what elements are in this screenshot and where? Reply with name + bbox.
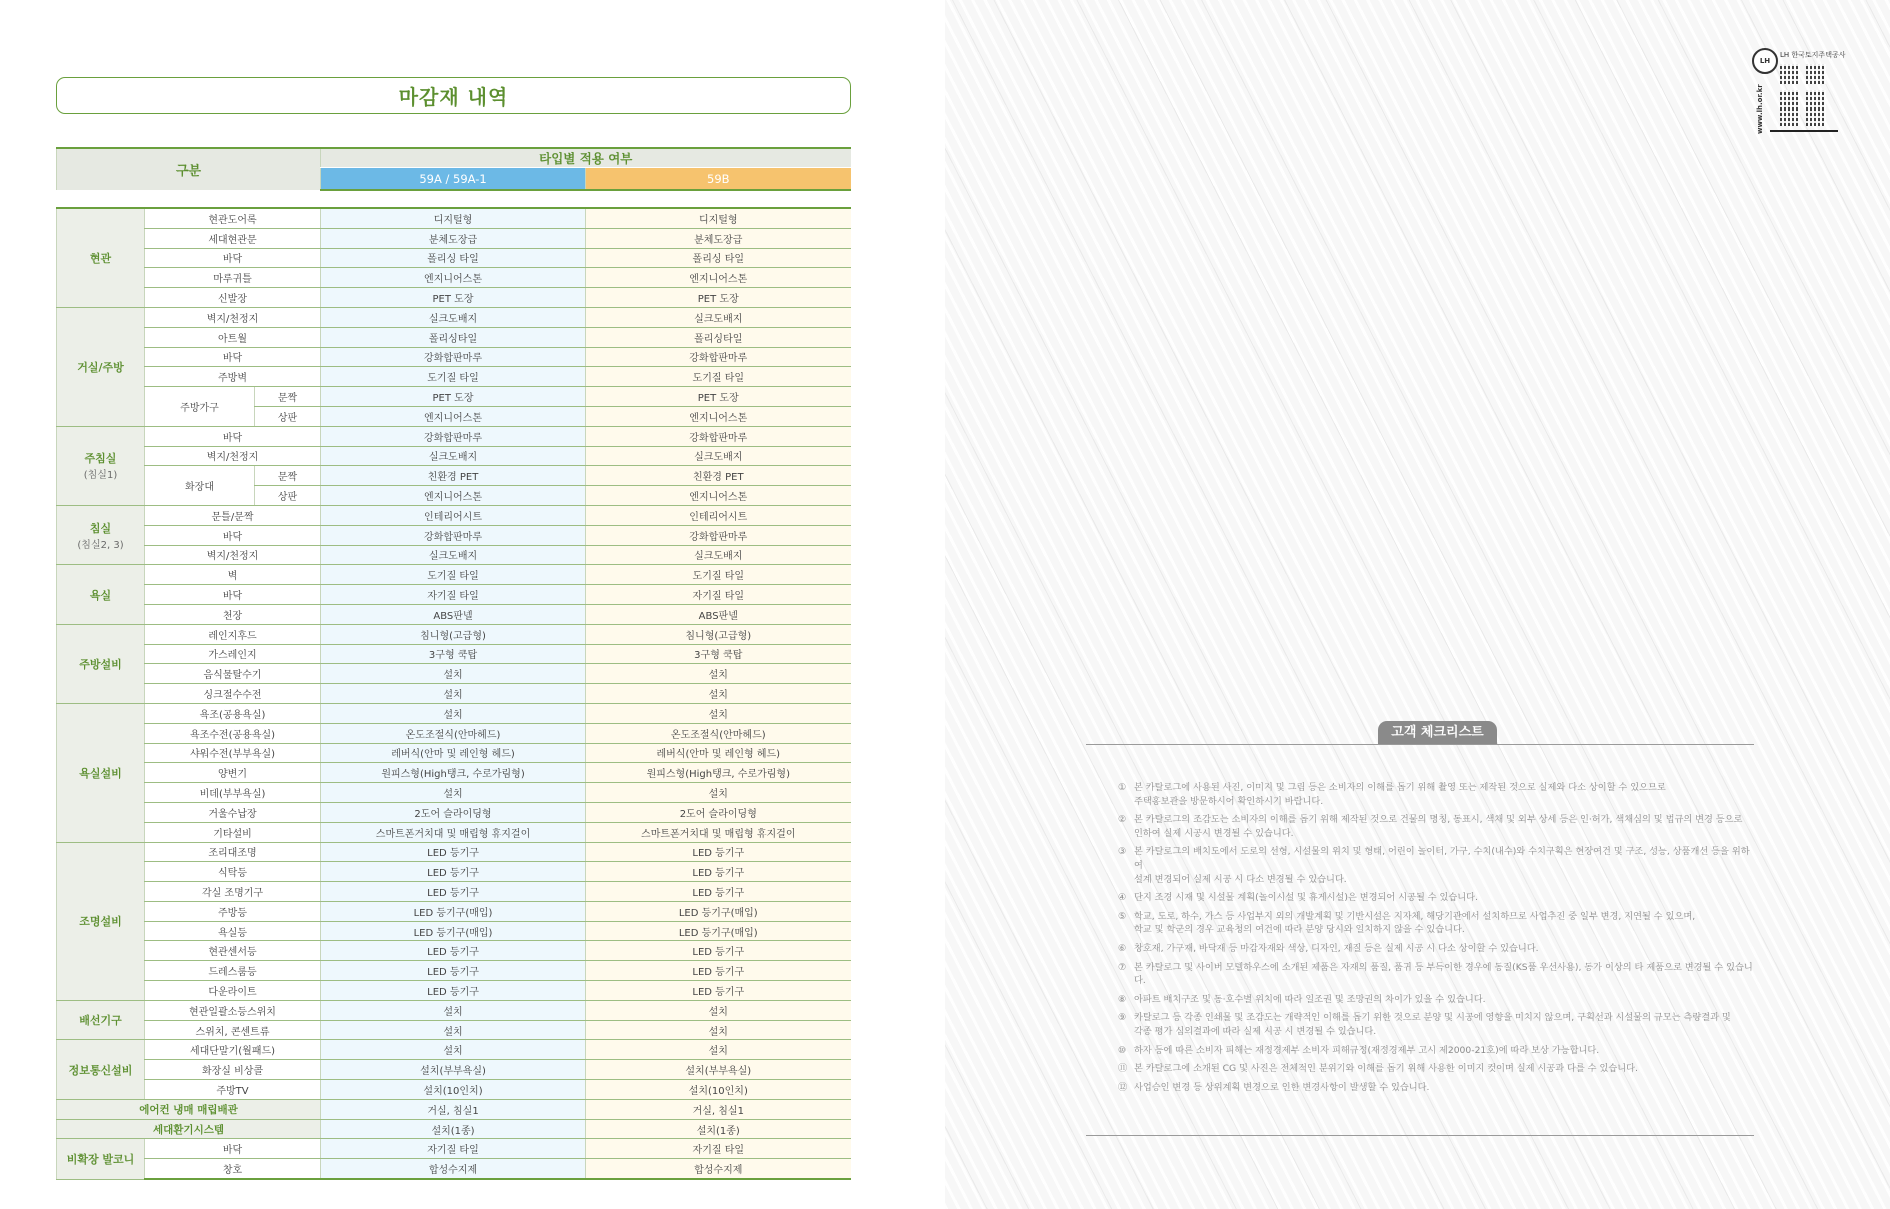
type-a-value: 실크도배지: [321, 307, 586, 327]
type-b-value: 설치: [586, 1020, 851, 1040]
header-type-applied: 타입별 적용 여부: [321, 148, 851, 168]
item-cell: 주방등: [145, 901, 321, 921]
table-row: [57, 545, 851, 565]
item-cell: 아트월: [145, 327, 321, 347]
type-b-value: LED 등기구: [586, 862, 851, 882]
type-b-value: 강화합판마루: [586, 525, 851, 545]
logo-underline: [1770, 130, 1838, 132]
type-b-value: 폴리싱 타일: [586, 248, 851, 268]
checklist-item: [1118, 891, 1758, 905]
table-row: [57, 921, 851, 941]
category-cell: [57, 1000, 145, 1040]
type-b-value: PET 도장: [586, 387, 851, 407]
item-cell: 욕실등: [145, 921, 321, 941]
table-row: [57, 882, 851, 902]
checklist-item: [1118, 1044, 1758, 1058]
type-a-value: PET 도장: [321, 288, 586, 308]
type-b-value: LED 등기구(매입): [586, 901, 851, 921]
table-row: [57, 842, 851, 862]
item-cell: 주방가구: [145, 387, 255, 427]
qr-code-icon: [1780, 110, 1800, 126]
table-row: [57, 961, 851, 981]
table-row: [57, 862, 851, 882]
category-cell: 비확장 발코니: [57, 1139, 145, 1179]
type-a-value: 침니형(고급형): [321, 624, 586, 644]
type-a-value: 스마트폰거치대 및 매립형 휴지걸이: [321, 822, 586, 842]
checklist-item-number: ②: [1118, 814, 1127, 826]
type-a-value: 2도어 슬라이딩형: [321, 802, 586, 822]
checklist-item-number: ⑤: [1118, 910, 1127, 922]
type-b-value: 레버식(안마 및 레인형 헤드): [586, 743, 851, 763]
logo-url: www.lh.or.kr: [1756, 84, 1764, 134]
table-row: [57, 327, 851, 347]
table-row: [57, 1159, 851, 1179]
type-b-value: 친환경 PET: [586, 466, 851, 486]
type-a-value: 인테리어시트: [321, 505, 586, 525]
category-cell: [57, 1040, 145, 1099]
type-b-value: 원피스형(High탱크, 수로가림형): [586, 763, 851, 783]
item-cell: 마루귀틀: [145, 268, 321, 288]
checklist-item-text: 본 카탈로그에 사용된 사진, 이미지 및 그림 등은 소비자의 이해를 돕기 위해 촬영 또는 제작된 것으로 실제와 다소 상이할 수 있으므로 주택홍보관을 방문하시어 확인하시기 바랍니다.: [1134, 782, 1666, 807]
table-row: [57, 426, 851, 446]
type-b-value: 설치(1종): [586, 1119, 851, 1139]
type-b-value: 엔지니어스톤: [586, 486, 851, 506]
category-cell: [57, 208, 145, 307]
type-a-value: 강화합판마루: [321, 525, 586, 545]
type-a-value: LED 등기구: [321, 862, 586, 882]
table-row: [57, 783, 851, 803]
table-row: [57, 802, 851, 822]
category-name: 침실: [89, 521, 112, 535]
type-b-value: LED 등기구: [586, 941, 851, 961]
checklist-item-text: 본 카탈로그의 조감도는 소비자의 이해를 돕기 위해 제작된 것으로 건물의 명칭, 동표시, 색채 및 외부 상세 등은 인·허가, 색채심의 및 법규의 변경 등으로 인하여 실제 시공시 변경될 수 있습니다.: [1134, 814, 1743, 839]
type-a-value: 강화합판마루: [321, 426, 586, 446]
type-a-value: 실크도배지: [321, 446, 586, 466]
checklist-item-number: ⑥: [1118, 942, 1127, 954]
checklist-item-number: ⑦: [1118, 961, 1127, 973]
item-cell: 바닥: [145, 248, 321, 268]
type-a-value: 설치: [321, 684, 586, 704]
type-b-value: 설치: [586, 783, 851, 803]
checklist-item-text: 본 카탈로그의 배치도에서 도로의 선형, 시설물의 위치 및 형태, 어린이 놀이터, 가구, 수치(내수)와 수치구획은 현장여건 및 구조, 성능, 상품개선 등을 위하여 설계 변경되어 실제 시공 시 다소 변경될 수 있습니다.: [1134, 846, 1750, 885]
type-b-value: 폴리싱타일: [586, 327, 851, 347]
finish-materials-table: [56, 147, 851, 1180]
item-cell: 욕조수전(공용욕실): [145, 723, 321, 743]
table-row: [57, 505, 851, 525]
table-row: [57, 208, 851, 228]
item-cell: 세대단말기(월패드): [145, 1040, 321, 1060]
table-row: [57, 1099, 851, 1119]
type-b-value: 도기질 타일: [586, 367, 851, 387]
item-part-cell: 문짝: [255, 466, 321, 486]
header-gap: [57, 190, 851, 208]
qr-code-icon: [1806, 90, 1826, 110]
table-row: [57, 367, 851, 387]
table-row: [57, 763, 851, 783]
qr-code-icon: [1806, 110, 1826, 126]
type-b-value: 설치: [586, 703, 851, 723]
item-cell: 조리대조명: [145, 842, 321, 862]
type-a-value: 자기질 타일: [321, 1139, 586, 1159]
qr-code-icon: [1780, 64, 1800, 84]
table-row: [57, 288, 851, 308]
checklist-item-number: ⑫: [1118, 1081, 1128, 1093]
type-b-value: ABS판넬: [586, 604, 851, 624]
type-a-value: 강화합판마루: [321, 347, 586, 367]
item-cell: 화장대: [145, 466, 255, 506]
item-cell: 가스레인지: [145, 644, 321, 664]
type-a-value: LED 등기구: [321, 941, 586, 961]
type-b-value: 2도어 슬라이딩형: [586, 802, 851, 822]
item-cell: 바닥: [145, 525, 321, 545]
item-cell: 기타설비: [145, 822, 321, 842]
type-a-value: 설치: [321, 783, 586, 803]
checklist-item-number: ⑨: [1118, 1012, 1127, 1024]
category-cell: [57, 624, 145, 703]
type-b-value: 자기질 타일: [586, 585, 851, 605]
checklist-item-number: ⑩: [1118, 1044, 1127, 1056]
item-cell: 주방TV: [145, 1080, 321, 1100]
item-cell: 벽: [145, 565, 321, 585]
type-b-value: 설치(10인치): [586, 1080, 851, 1100]
item-cell: 샤워수전(부부욕실): [145, 743, 321, 763]
table-row: [57, 228, 851, 248]
type-a-value: 거실, 침실1: [321, 1099, 586, 1119]
table-row: [57, 307, 851, 327]
item-cell: 현관도어록: [145, 208, 321, 228]
type-a-value: 레버식(안마 및 레인형 헤드): [321, 743, 586, 763]
type-a-value: 설치: [321, 1000, 586, 1020]
type-a-value: 설치(부부욕실): [321, 1060, 586, 1080]
table-row: [57, 248, 851, 268]
type-b-value: 설치: [586, 684, 851, 704]
lh-logo-group: [1752, 48, 1846, 134]
table-row: [57, 387, 851, 407]
category-cell: [57, 307, 145, 426]
table-row: [57, 604, 851, 624]
checklist-item-text: 카탈로그 등 각종 인쇄물 및 조감도는 개략적인 이해를 돕기 위한 것으로 분양 및 시공에 영향을 미치지 않으며, 구획선과 시설물의 규모는 측량결과 및 각종 평가 심의결과에 따라 실제 시공 시 변경될 수 있습니다.: [1134, 1012, 1731, 1037]
type-b-value: 엔지니어스톤: [586, 268, 851, 288]
checklist-item-text: 아파트 배치구조 및 동·호수별 위치에 따라 일조권 및 조망권의 차이가 있을 수 있습니다.: [1134, 993, 1486, 1005]
item-cell: 현관센서등: [145, 941, 321, 961]
table-row: [57, 347, 851, 367]
checklist-item-text: 사업승인 변경 등 상위계획 변경으로 인한 변경사항이 발생할 수 있습니다.: [1134, 1081, 1430, 1093]
qr-code-icon: [1780, 90, 1800, 110]
checklist-item-text: 본 카탈로그 및 사이버 모델하우스에 소개된 제품은 자재의 품질, 품귀 등 부득이한 경우에 동질(KS품 우선사용), 동가 이상의 타 제품으로 변경될 수 있습니다.: [1134, 961, 1753, 987]
table-row: [57, 565, 851, 585]
checklist-item-number: ①: [1118, 782, 1127, 793]
table-row: [57, 981, 851, 1001]
type-a-value: LED 등기구(매입): [321, 901, 586, 921]
header-category: 구분: [57, 148, 321, 190]
category-name: 조명설비: [79, 915, 122, 929]
category-cell: [57, 703, 145, 842]
checklist-item-text: 하자 등에 따른 소비자 피해는 재정경제부 소비자 피해규정(재정경제부 고시 제2000-21호)에 따라 보상 가능합니다.: [1134, 1044, 1600, 1056]
type-b-value: PET 도장: [586, 288, 851, 308]
item-cell: 바닥: [145, 426, 321, 446]
item-cell: 양변기: [145, 763, 321, 783]
type-a-value: 자기질 타일: [321, 585, 586, 605]
table-row: [57, 1060, 851, 1080]
table-row: [57, 1040, 851, 1060]
category-cell: [57, 565, 145, 624]
type-a-value: LED 등기구(매입): [321, 921, 586, 941]
type-b-value: 분체도장급: [586, 228, 851, 248]
category-subname: (침실1): [83, 470, 118, 482]
checklist-item: [1118, 813, 1758, 840]
item-cell: 벽지/천정지: [145, 307, 321, 327]
type-a-value: 폴리싱타일: [321, 327, 586, 347]
category-name: 주방설비: [79, 657, 122, 671]
table-row: [57, 446, 851, 466]
type-b-value: 실크도배지: [586, 307, 851, 327]
checklist-item-number: ③: [1118, 846, 1127, 858]
table-row: [57, 703, 851, 723]
table-row: [57, 624, 851, 644]
type-a-value: 디지털형: [321, 208, 586, 228]
table-row: [57, 664, 851, 684]
table-row: [57, 822, 851, 842]
type-a-value: 엔지니어스톤: [321, 486, 586, 506]
checklist-item: [1118, 910, 1758, 937]
table-row: [57, 941, 851, 961]
page-title: 마감재 내역: [56, 77, 851, 114]
type-b-value: LED 등기구: [586, 842, 851, 862]
type-b-value: 온도조절식(안마헤드): [586, 723, 851, 743]
type-b-value: 디지털형: [586, 208, 851, 228]
checklist-item-text: 창호재, 가구재, 바닥재 등 마감자재와 색상, 디자인, 재질 등은 실제 시공 시 다소 상이할 수 있습니다.: [1134, 942, 1539, 954]
item-cell: 벽지/천정지: [145, 545, 321, 565]
item-cell: 바닥: [145, 585, 321, 605]
table-row: [57, 466, 851, 486]
item-cell: 드레스룸등: [145, 961, 321, 981]
type-b-value: 인테리어시트: [586, 505, 851, 525]
type-b-value: 강화합판마루: [586, 347, 851, 367]
type-b-value: LED 등기구(매입): [586, 921, 851, 941]
type-a-value: 합성수지제: [321, 1159, 586, 1179]
item-cell: 창호: [145, 1159, 321, 1179]
item-cell: 식탁등: [145, 862, 321, 882]
category-name: 주침실: [84, 452, 117, 466]
wide-row-label: 에어컨 냉매 매립배관: [57, 1099, 321, 1119]
item-cell: 문틀/문짝: [145, 505, 321, 525]
table-row: [57, 1139, 851, 1159]
type-b-value: 침니형(고급형): [586, 624, 851, 644]
item-cell: 주방벽: [145, 367, 321, 387]
type-a-value: 설치(10인치): [321, 1080, 586, 1100]
category-name: 거실/주방: [77, 360, 124, 374]
category-name: 욕실: [89, 588, 112, 602]
type-b-value: 실크도배지: [586, 545, 851, 565]
type-a-value: 실크도배지: [321, 545, 586, 565]
table-row: [57, 525, 851, 545]
type-a-value: 원피스형(High탱크, 수로가림형): [321, 763, 586, 783]
type-b-value: 설치: [586, 664, 851, 684]
checklist-item: [1118, 845, 1758, 886]
checklist-items: [1118, 781, 1758, 1099]
item-cell: 싱크절수수전: [145, 684, 321, 704]
category-cell: [57, 842, 145, 1000]
type-a-value: 엔지니어스톤: [321, 268, 586, 288]
type-a-value: 3구형 쿡탑: [321, 644, 586, 664]
category-name: 현관: [89, 251, 112, 265]
table-row: [57, 684, 851, 704]
item-cell: 욕조(공용욕실): [145, 703, 321, 723]
item-part-cell: 상판: [255, 486, 321, 506]
qr-code-icon: [1806, 64, 1826, 84]
type-a-value: 도기질 타일: [321, 565, 586, 585]
item-cell: 음식물탈수기: [145, 664, 321, 684]
item-cell: 각실 조명기구: [145, 882, 321, 902]
logo-org-name: LH 한국토지주택공사: [1780, 51, 1846, 59]
checklist-item: [1118, 993, 1758, 1007]
item-cell: 스위치, 콘센트류: [145, 1020, 321, 1040]
item-part-cell: 문짝: [255, 387, 321, 407]
checklist-item: [1118, 781, 1758, 808]
type-b-value: 스마트폰거치대 및 매립형 휴지걸이: [586, 822, 851, 842]
checklist-title: 고객 체크리스트: [1378, 721, 1497, 745]
type-a-value: 설치: [321, 664, 586, 684]
table-row: [57, 743, 851, 763]
type-a-value: LED 등기구: [321, 981, 586, 1001]
item-cell: 거울수납장: [145, 802, 321, 822]
table-row: [57, 1000, 851, 1020]
checklist-item: [1118, 961, 1758, 988]
type-a-value: 설치: [321, 1040, 586, 1060]
type-a-value: LED 등기구: [321, 882, 586, 902]
type-b-value: 강화합판마루: [586, 426, 851, 446]
checklist-item-text: 본 카탈로그에 소개된 CG 및 사진은 전체적인 분위기와 이해를 돕기 위해 사용한 이미지 컷이며 실제 시공과 다를 수 있습니다.: [1134, 1063, 1638, 1075]
checklist-item: [1118, 1081, 1758, 1095]
item-cell: 세대현관문: [145, 228, 321, 248]
type-b-value: 설치(부부욕실): [586, 1060, 851, 1080]
header-type-b: 59B: [586, 168, 851, 191]
type-b-value: 거실, 침실1: [586, 1099, 851, 1119]
item-cell: 화장실 비상콜: [145, 1060, 321, 1080]
checklist-item-number: ⑧: [1118, 993, 1127, 1005]
type-a-value: 엔지니어스톤: [321, 406, 586, 426]
checklist-item: [1118, 1011, 1758, 1038]
type-a-value: 도기질 타일: [321, 367, 586, 387]
item-cell: 신발장: [145, 288, 321, 308]
category-name: 배선기구: [79, 1014, 122, 1028]
type-b-value: LED 등기구: [586, 981, 851, 1001]
wide-row-label: 세대환기시스템: [57, 1119, 321, 1139]
type-b-value: 3구형 쿡탑: [586, 644, 851, 664]
type-a-value: 설치: [321, 703, 586, 723]
table-row: [57, 1119, 851, 1139]
table-row: [57, 644, 851, 664]
table-row: [57, 585, 851, 605]
type-b-value: 엔지니어스톤: [586, 406, 851, 426]
table-row: [57, 1020, 851, 1040]
category-subname: (침실2, 3): [77, 539, 124, 551]
checklist-item-text: 단지 조경 시재 및 시설물 계획(놀이시설 및 휴게시설)은 변경되어 시공될 수 있습니다.: [1134, 892, 1478, 904]
type-a-value: 설치(1종): [321, 1119, 586, 1139]
checklist-item: [1118, 1062, 1758, 1076]
type-a-value: LED 등기구: [321, 961, 586, 981]
category-cell: [57, 426, 145, 505]
type-a-value: 폴리싱 타일: [321, 248, 586, 268]
type-b-value: 자기질 타일: [586, 1139, 851, 1159]
table-row: [57, 1080, 851, 1100]
type-b-value: 설치: [586, 1040, 851, 1060]
type-b-value: 합성수지제: [586, 1159, 851, 1179]
checklist-item: [1118, 942, 1758, 956]
category-cell: [57, 505, 145, 564]
type-a-value: 온도조절식(안마헤드): [321, 723, 586, 743]
lh-logo-icon: LH: [1752, 48, 1778, 74]
type-a-value: PET 도장: [321, 387, 586, 407]
type-a-value: ABS판넬: [321, 604, 586, 624]
type-b-value: LED 등기구: [586, 882, 851, 902]
type-b-value: 도기질 타일: [586, 565, 851, 585]
type-b-value: 설치: [586, 1000, 851, 1020]
item-cell: 벽지/천정지: [145, 446, 321, 466]
type-b-value: LED 등기구: [586, 961, 851, 981]
type-b-value: 실크도배지: [586, 446, 851, 466]
item-cell: 현관일괄소등스위치: [145, 1000, 321, 1020]
checklist-item-number: ④: [1118, 892, 1127, 904]
table-row: [57, 268, 851, 288]
category-name: 욕실설비: [79, 766, 122, 780]
item-cell: 비데(부부욕실): [145, 783, 321, 803]
type-a-value: 분체도장급: [321, 228, 586, 248]
item-cell: 바닥: [145, 1139, 321, 1159]
checklist-item-text: 학교, 도로, 하수, 가스 등 사업부지 외의 개발계획 및 기반시설은 지자체, 해당기관에서 설치하므로 사업추진 중 일부 변경, 지연될 수 있으며, 학교 및 학군의 경우 교육청의 여건에 따라 분양 당시와 일치하지 않을 수 있습니다.: [1134, 910, 1696, 936]
table-row: [57, 901, 851, 921]
item-cell: 레인지후드: [145, 624, 321, 644]
type-a-value: LED 등기구: [321, 842, 586, 862]
item-cell: 천장: [145, 604, 321, 624]
item-cell: 바닥: [145, 347, 321, 367]
table-row: [57, 723, 851, 743]
item-part-cell: 상판: [255, 406, 321, 426]
item-cell: 다운라이트: [145, 981, 321, 1001]
type-a-value: 설치: [321, 1020, 586, 1040]
type-a-value: 친환경 PET: [321, 466, 586, 486]
category-name: 정보통신설비: [68, 1063, 133, 1077]
header-type-a: 59A / 59A-1: [321, 168, 586, 191]
checklist-item-number: ⑪: [1118, 1063, 1128, 1075]
